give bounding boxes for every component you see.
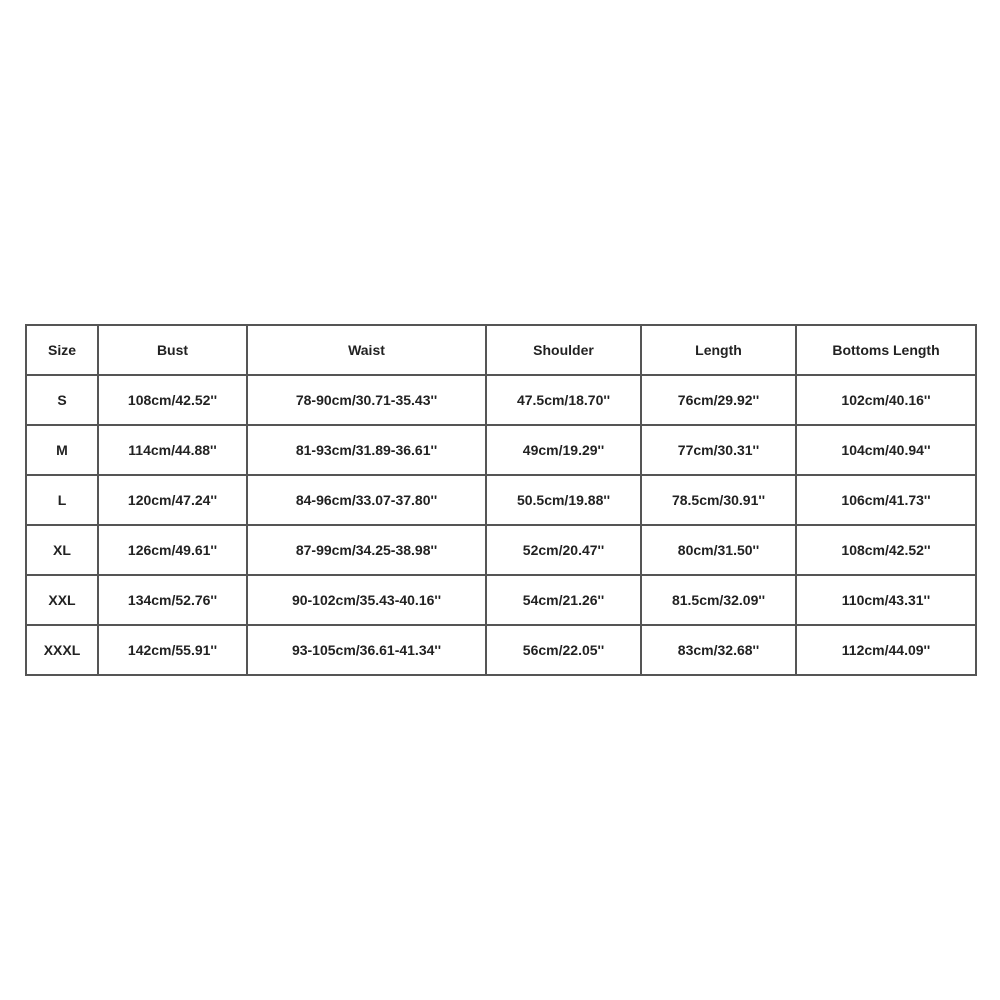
table-row (26, 575, 976, 625)
length-cell: 81.5cm/32.09'' (641, 575, 796, 625)
bust-cell: 108cm/42.52'' (98, 375, 247, 425)
bust-cell: 142cm/55.91'' (98, 625, 247, 675)
size-chart-header (26, 325, 976, 375)
shoulder-cell: 49cm/19.29'' (486, 425, 641, 475)
bottoms-length-cell: 102cm/40.16'' (796, 375, 976, 425)
header-waist: Waist (247, 325, 486, 375)
size-chart-table (25, 324, 977, 676)
waist-cell: 90-102cm/35.43-40.16'' (247, 575, 486, 625)
waist-cell: 84-96cm/33.07-37.80'' (247, 475, 486, 525)
shoulder-cell: 47.5cm/18.70'' (486, 375, 641, 425)
bust-cell: 126cm/49.61'' (98, 525, 247, 575)
header-size: Size (26, 325, 98, 375)
bottoms-length-cell: 104cm/40.94'' (796, 425, 976, 475)
size-cell: XL (26, 525, 98, 575)
table-row (26, 425, 976, 475)
waist-cell: 87-99cm/34.25-38.98'' (247, 525, 486, 575)
length-cell: 83cm/32.68'' (641, 625, 796, 675)
bust-cell: 114cm/44.88'' (98, 425, 247, 475)
shoulder-cell: 54cm/21.26'' (486, 575, 641, 625)
size-cell: S (26, 375, 98, 425)
length-cell: 77cm/30.31'' (641, 425, 796, 475)
size-cell: L (26, 475, 98, 525)
header-row (26, 325, 976, 375)
shoulder-cell: 50.5cm/19.88'' (486, 475, 641, 525)
bottoms-length-cell: 112cm/44.09'' (796, 625, 976, 675)
table-row (26, 375, 976, 425)
shoulder-cell: 52cm/20.47'' (486, 525, 641, 575)
header-length: Length (641, 325, 796, 375)
size-cell: XXXL (26, 625, 98, 675)
length-cell: 80cm/31.50'' (641, 525, 796, 575)
table-row (26, 625, 976, 675)
header-bust: Bust (98, 325, 247, 375)
waist-cell: 93-105cm/36.61-41.34'' (247, 625, 486, 675)
table-row (26, 525, 976, 575)
size-cell: XXL (26, 575, 98, 625)
length-cell: 78.5cm/30.91'' (641, 475, 796, 525)
size-chart-body (26, 375, 976, 675)
waist-cell: 78-90cm/30.71-35.43'' (247, 375, 486, 425)
length-cell: 76cm/29.92'' (641, 375, 796, 425)
header-bottoms-length: Bottoms Length (796, 325, 976, 375)
table-row (26, 475, 976, 525)
bottoms-length-cell: 106cm/41.73'' (796, 475, 976, 525)
size-cell: M (26, 425, 98, 475)
bottoms-length-cell: 110cm/43.31'' (796, 575, 976, 625)
header-shoulder: Shoulder (486, 325, 641, 375)
bust-cell: 134cm/52.76'' (98, 575, 247, 625)
bottoms-length-cell: 108cm/42.52'' (796, 525, 976, 575)
shoulder-cell: 56cm/22.05'' (486, 625, 641, 675)
waist-cell: 81-93cm/31.89-36.61'' (247, 425, 486, 475)
bust-cell: 120cm/47.24'' (98, 475, 247, 525)
